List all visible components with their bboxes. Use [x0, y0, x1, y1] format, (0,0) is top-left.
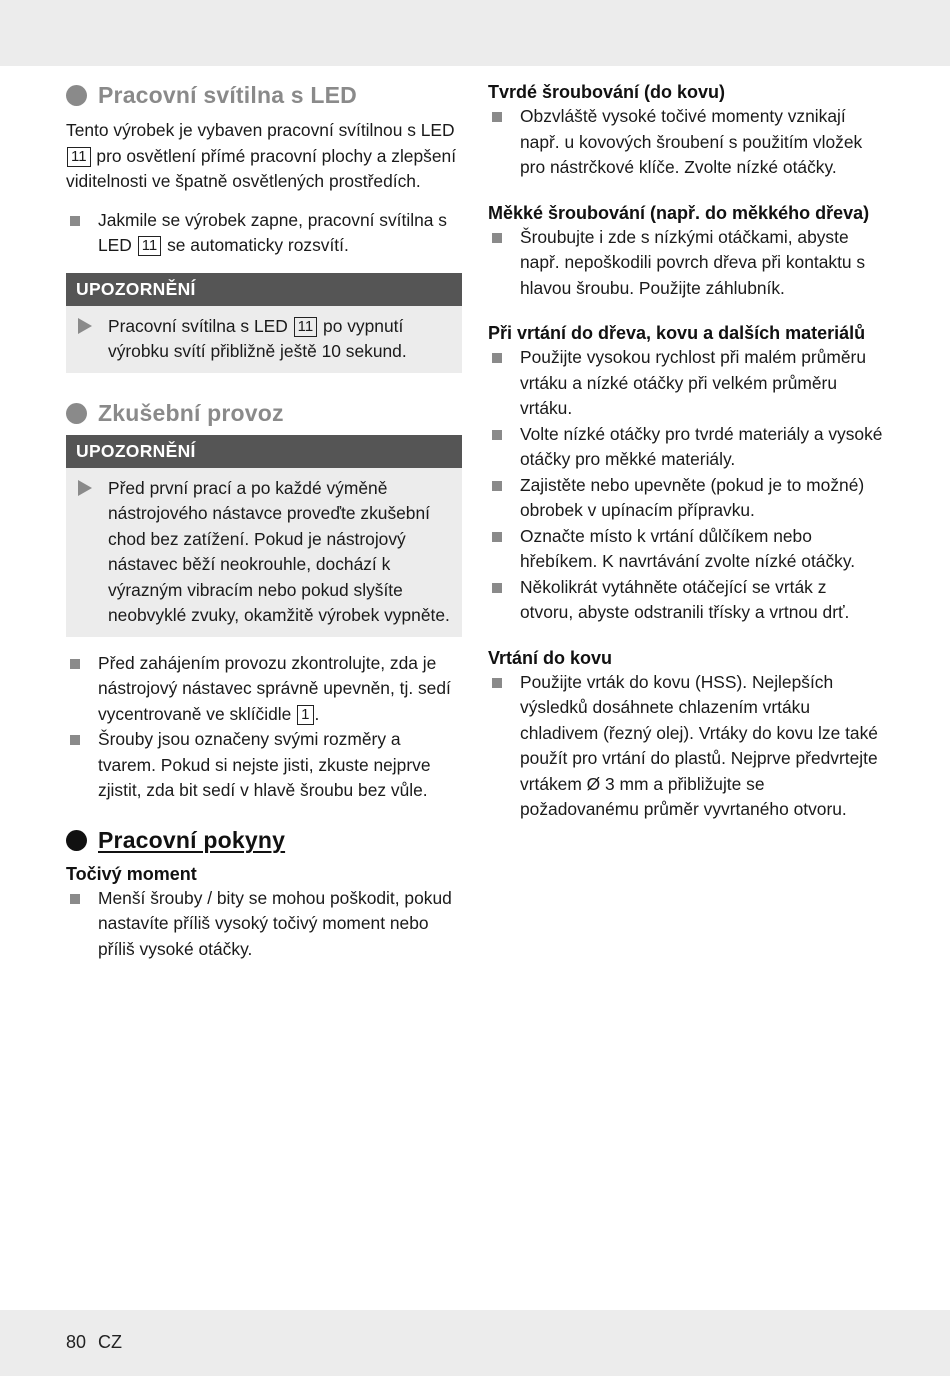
square-bullet-icon [492, 583, 502, 593]
list-item [488, 345, 884, 422]
bullet-circle-icon [66, 830, 87, 851]
list-item [66, 727, 462, 804]
part-reference: 1 [297, 705, 313, 725]
list-item [66, 886, 462, 963]
section-work-instructions-heading [66, 826, 462, 856]
section-title: Pracovní pokyny [98, 827, 286, 853]
subheading-metal-drilling: Vrtání do kovu [488, 647, 613, 668]
text: pro osvětlení přímé pracovní plochy a zlepšení viditelnosti ve špatně osvětlených prostředích. [66, 145, 457, 191]
bullet-list [66, 208, 462, 259]
square-bullet-icon [70, 894, 80, 904]
square-bullet-icon [492, 532, 502, 542]
warning-body [66, 468, 462, 637]
square-bullet-icon [492, 112, 502, 122]
warning-title: UPOZORNĚNÍ [66, 435, 462, 468]
list-item [66, 208, 462, 259]
text: Zajistěte nebo upevněte (pokud je to možné) obrobek v upínacím přípravku. [520, 474, 865, 520]
square-bullet-icon [70, 659, 80, 669]
list-item [488, 575, 884, 626]
square-bullet-icon [492, 233, 502, 243]
text: Použijte vysokou rychlost při malém průměru vrtáku a nízké otáčky při velkém průměru vrtáku. [520, 347, 867, 418]
language-code: CZ [98, 1332, 123, 1352]
list-item [66, 651, 462, 728]
triangle-arrow-icon [78, 480, 92, 496]
warning-box [66, 273, 462, 373]
list-item [488, 225, 884, 302]
page-footer [66, 1332, 134, 1353]
text: Použijte vrták do kovu (HSS). Nejlepších výsledků dosáhnete chlazením vrtáku chladivem (řezný olej). Vrtáky do kovu lze také použít pro vrtání do plastů. Nejprve předvrtejte vrtákem Ø 3 mm a přibližujte se požadovanému průměr vyvrtaného otvoru. [520, 671, 878, 819]
list-item [488, 104, 884, 181]
triangle-arrow-icon [78, 318, 92, 334]
right-column [488, 80, 884, 823]
text: Pracovní svítilna s LED [108, 315, 288, 336]
intro-paragraph [66, 118, 462, 195]
section-title: Pracovní svítilna s LED [98, 81, 357, 108]
text: Před zahájením provozu zkontrolujte, zda je nástrojový nástavec správně upevněn, tj. sedí vycentrovaně ve sklíčidle [98, 652, 451, 724]
square-bullet-icon [492, 678, 502, 688]
bullet-list [488, 104, 884, 181]
text: po vypnutí výrobku svítí přibližně ještě 10 sekund. [108, 315, 407, 361]
part-reference: 11 [294, 317, 318, 337]
bullet-circle-icon [66, 403, 87, 424]
text: Tento výrobek je vybaven pracovní svítilnou s LED [66, 120, 455, 140]
square-bullet-icon [492, 430, 502, 440]
text: Volte nízké otáčky pro tvrdé materiály a vysoké otáčky pro měkké materiály. [520, 423, 883, 469]
part-reference: 11 [138, 236, 162, 256]
text: Jakmile se výrobek zapne, pracovní svítilna s LED [98, 209, 447, 255]
warning-box [66, 435, 462, 637]
subheading-soft-screwing: Měkké šroubování (např. do měkkého dřeva) [488, 202, 870, 223]
section-title: Zkušební provoz [98, 400, 284, 426]
bullet-list [488, 345, 884, 626]
list-item [488, 670, 884, 823]
text: . [314, 703, 320, 724]
bullet-list [66, 651, 462, 804]
square-bullet-icon [492, 481, 502, 491]
subheading-drilling: Při vrtání do dřeva, kovu a dalších materiálů [488, 323, 866, 343]
text: Šrouby jsou označeny svými rozměry a tvarem. Pokud si nejste jisti, zkuste nejprve zjistit, zda bit sedí v hlavě šroubu bez vůle. [98, 729, 431, 800]
bullet-list [488, 225, 884, 302]
bullet-circle-icon [66, 85, 87, 106]
text: Několikrát vytáhněte otáčející se vrták z otvoru, abyste odstranili třísky a vrtnou drť. [520, 576, 850, 622]
text: Šroubujte i zde s nízkými otáčkami, abyste např. nepoškodili povrch dřeva při kontaktu s hlavou šroubu. Použijte záhlubník. [520, 226, 866, 298]
subheading-hard-screwing: Tvrdé šroubování (do kovu) [488, 82, 726, 102]
section-test-run-heading [66, 399, 462, 429]
text: Menší šrouby / bity se mohou poškodit, pokud nastavíte příliš vysoký točivý moment nebo příliš vysoké otáčky. [98, 887, 452, 959]
section-work-light-heading [66, 80, 462, 110]
square-bullet-icon [492, 353, 502, 363]
warning-body [66, 306, 462, 373]
left-column [66, 80, 462, 962]
page-number: 80 [66, 1332, 87, 1352]
square-bullet-icon [70, 216, 80, 226]
bullet-list [488, 670, 884, 823]
warning-title: UPOZORNĚNÍ [66, 273, 462, 306]
list-item [488, 524, 884, 575]
text: se automaticky rozsvítí. [167, 235, 349, 255]
part-reference: 11 [67, 147, 91, 167]
subheading-torque: Točivý moment [66, 863, 197, 884]
text: Obzvláště vysoké točivé momenty vznikají např. u kovových šroubení s použitím vložek pro nástrčkové klíče. Zvolte nízké otáčky. [520, 106, 863, 177]
text: Před první prací a po každé výměně nástrojového nástavce proveďte zkušební chod bez zatížení. Pokud je nástrojový nástavec běží neokrouhle, dochází k výrazným vibracím nebo pokud slyšíte neobvyklé zvuky, okamžitě výrobek vypněte. [108, 477, 450, 625]
list-item [488, 473, 884, 524]
square-bullet-icon [70, 735, 80, 745]
footer-band [0, 1310, 950, 1376]
bullet-list [66, 886, 462, 963]
header-band [0, 0, 950, 66]
list-item [488, 422, 884, 473]
text: Označte místo k vrtání důlčíkem nebo hřebíkem. K navrtávání zvolte nízké otáčky. [520, 525, 856, 571]
